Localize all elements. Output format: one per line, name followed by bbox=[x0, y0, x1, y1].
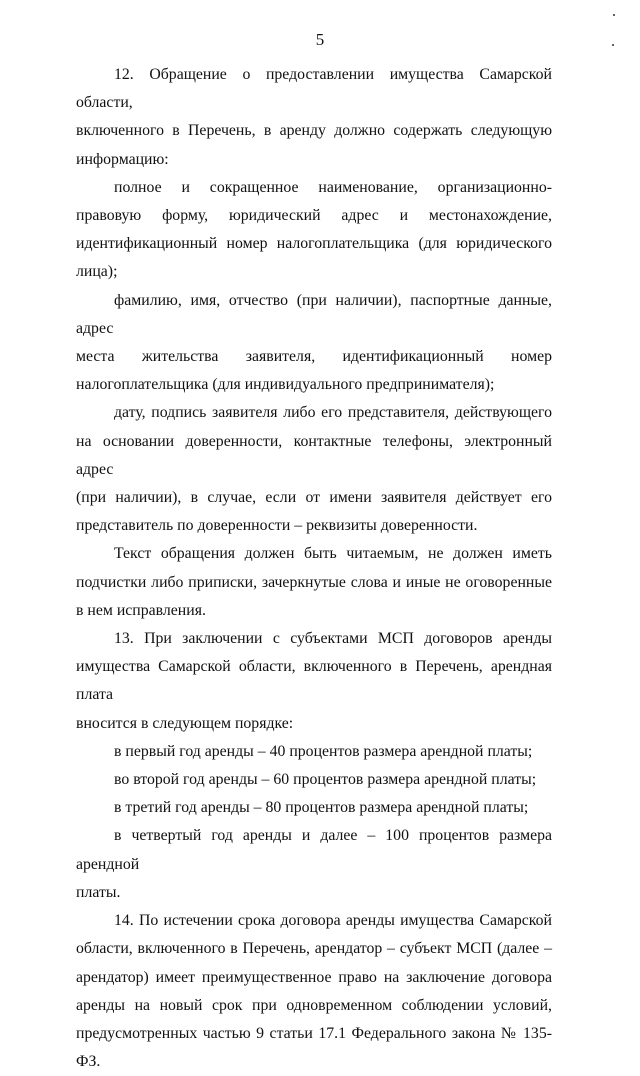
text-line: аренды на новый срок при одновременном соблюдении условий, bbox=[76, 996, 552, 1014]
scan-speck-right bbox=[612, 44, 614, 46]
page-number: 5 bbox=[315, 30, 325, 49]
text-line: представитель по доверенности – реквизиты доверенности. bbox=[76, 517, 478, 535]
text-line: правовую форму, юридический адрес и местонахождение, bbox=[76, 207, 552, 225]
text-line: дату, подпись заявителя либо его представителя, действующего bbox=[114, 404, 552, 422]
text-line: подчистки либо приписки, зачеркнутые слова и иные не оговоренные bbox=[76, 573, 552, 591]
text-line: платы. bbox=[76, 883, 121, 901]
text-line: вносится в следующем порядке: bbox=[76, 714, 294, 732]
scan-speck-top bbox=[613, 14, 615, 16]
text-line: (при наличии), в случае, если от имени заявителя действует его bbox=[76, 489, 552, 507]
text-line: в третий год аренды – 80 процентов размера арендной платы; bbox=[114, 799, 529, 817]
text-line: имущества Самарской области, включенного в Перечень, арендная плата bbox=[76, 658, 552, 704]
text-line: включенного в Перечень, в аренду должно содержать следующую bbox=[76, 122, 552, 140]
text-line: в нем исправления. bbox=[76, 601, 206, 619]
text-line: на основании доверенности, контактные телефоны, электронный адрес bbox=[76, 432, 552, 478]
text-line: области, включенного в Перечень, арендатор – субъект МСП (далее – bbox=[76, 940, 552, 958]
text-line: предусмотренных частью 9 статьи 17.1 Федерального закона № 135-ФЗ. bbox=[76, 1024, 552, 1071]
document-body bbox=[76, 61, 552, 1076]
text-line: во второй год аренды – 60 процентов размера арендной платы; bbox=[114, 771, 537, 789]
text-line: Текст обращения должен быть читаемым, не должен иметь bbox=[114, 545, 552, 563]
text-line: в четвертый год аренды и далее – 100 процентов размера арендной bbox=[76, 827, 552, 873]
text-line: в первый год аренды – 40 процентов размера арендной платы; bbox=[114, 742, 533, 760]
text-line: идентификационный номер налогоплательщика (для юридического лица); bbox=[76, 235, 552, 281]
text-line: 13. При заключении с субъектами МСП договоров аренды bbox=[114, 630, 552, 648]
text-line: информацию: bbox=[76, 150, 169, 168]
text-line: 14. По истечении срока договора аренды имущества Самарской bbox=[114, 912, 552, 930]
text-line: полное и сокращенное наименование, организационно- bbox=[114, 178, 552, 196]
text-line: фамилию, имя, отчество (при наличии), паспортные данные, адрес bbox=[76, 291, 552, 337]
text-line: арендатор) имеет преимущественное право на заключение договора bbox=[76, 968, 552, 986]
text-line: налогоплательщика (для индивидуального предпринимателя); bbox=[76, 376, 495, 394]
text-line: места жительства заявителя, идентификационный номер bbox=[76, 348, 552, 366]
text-line: 12. Обращение о предоставлении имущества Самарской области, bbox=[76, 66, 552, 112]
